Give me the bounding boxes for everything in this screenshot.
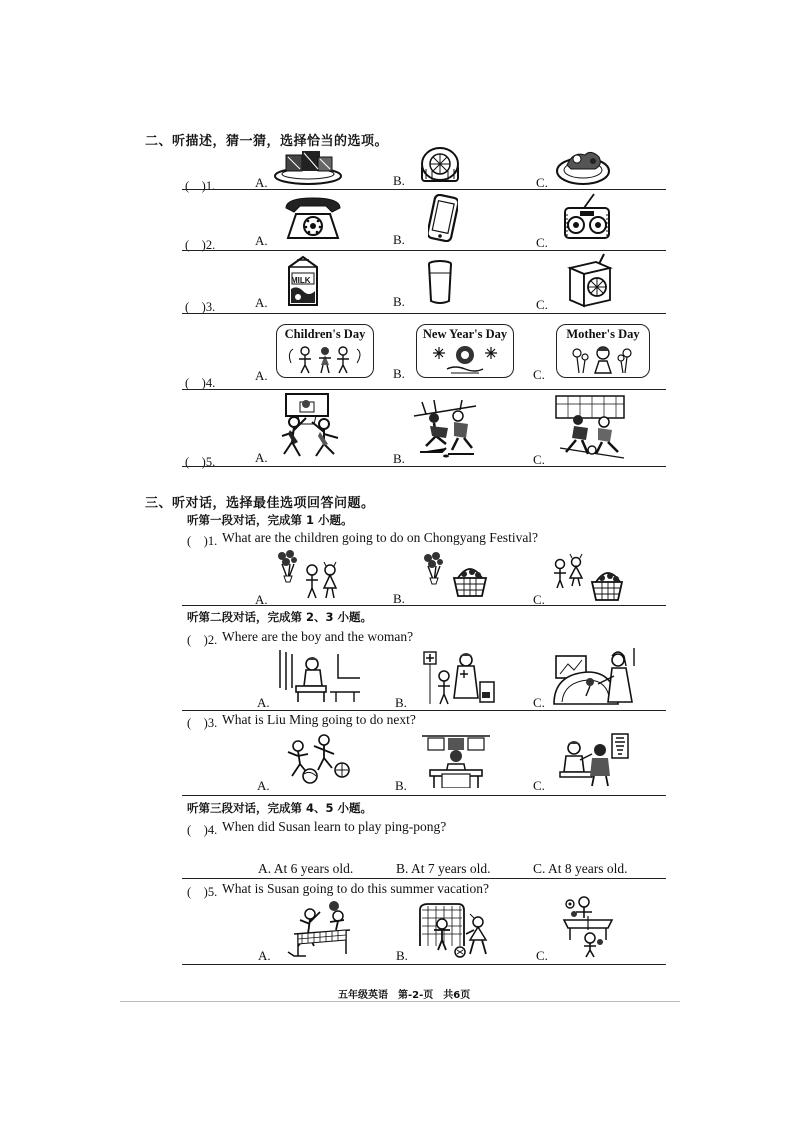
option-b-label: B. — [395, 695, 407, 710]
study-desk-icon[interactable] — [420, 734, 492, 788]
question-number: ( )4. — [187, 823, 218, 837]
ping-pong-icon[interactable] — [560, 894, 616, 958]
play-ball-icon[interactable] — [284, 732, 354, 786]
option-c-label: C. — [536, 235, 548, 250]
question-number: ( )2. — [185, 238, 216, 252]
mooncake-plate-icon[interactable] — [272, 143, 344, 185]
option-a-label: A. — [255, 233, 268, 248]
option-a-label: A. — [255, 175, 268, 190]
divider — [182, 795, 666, 796]
divider — [182, 466, 666, 467]
card-title: Children's Day — [284, 327, 366, 341]
children-icon — [285, 343, 365, 375]
option-a-label: A. — [255, 368, 268, 383]
option-c[interactable]: C. At 8 years old. — [533, 861, 628, 876]
option-b-label: B. — [393, 591, 405, 606]
part-3-instruction: 听第三段对话，完成第 4、5 小题。 — [187, 801, 373, 815]
option-b-label: B. — [395, 778, 407, 793]
childrens-day-card[interactable] — [276, 324, 374, 378]
mooncake-icon[interactable] — [418, 143, 462, 185]
question-number: ( )2. — [187, 633, 218, 647]
option-c-label: C. — [533, 452, 545, 467]
option-a-label: A. — [255, 592, 268, 607]
option-a-label: A. — [257, 778, 270, 793]
volleyball-icon[interactable] — [284, 900, 356, 958]
divider — [182, 878, 666, 879]
question-number: ( )4. — [185, 376, 216, 390]
option-a-label: A. — [258, 948, 271, 963]
option-a-label: A. — [255, 295, 268, 310]
question-number: ( )1. — [187, 534, 218, 548]
football-players-icon[interactable] — [554, 392, 628, 462]
telephone-icon[interactable] — [282, 194, 344, 242]
question-number: ( )3. — [187, 716, 218, 730]
option-c-label: C. — [533, 695, 545, 710]
option-b-label: B. — [393, 451, 405, 466]
question-text: What is Liu Ming going to do next? — [222, 712, 416, 727]
basketball-players-icon[interactable] — [276, 392, 346, 460]
mothers-day-card[interactable] — [556, 324, 650, 378]
section-3-title: 三、听对话，选择最佳选项回答问题。 — [145, 496, 375, 511]
flowers-children-icon[interactable] — [272, 550, 344, 600]
option-b-label: B. — [393, 173, 405, 188]
option-c-label: C. — [533, 592, 545, 607]
divider — [182, 189, 666, 190]
question-number: ( )1. — [185, 179, 216, 193]
divider — [182, 313, 666, 314]
children-basket-icon[interactable] — [550, 552, 624, 602]
option-b-label: B. — [393, 294, 405, 309]
classroom-icon[interactable] — [276, 648, 362, 704]
divider — [182, 389, 666, 390]
option-c-label: C. — [536, 297, 548, 312]
mother-flowers-icon — [565, 343, 641, 375]
shop-icon[interactable] — [548, 646, 644, 706]
fireworks-icon — [425, 343, 505, 375]
divider — [182, 250, 666, 251]
option-b-label: B. — [393, 366, 405, 381]
flowers-basket-icon[interactable] — [418, 550, 490, 600]
divider — [182, 964, 666, 965]
option-c-label: C. — [533, 367, 545, 382]
page-edge — [120, 1001, 680, 1002]
ice-hockey-players-icon[interactable] — [412, 398, 478, 460]
card-title: New Year's Day — [422, 327, 508, 341]
mobile-phone-icon[interactable] — [428, 194, 458, 242]
section-2-title: 二、听描述，猜一猜，选择恰当的选项。 — [145, 134, 389, 149]
question-text: When did Susan learn to play ping-pong? — [222, 819, 447, 834]
hospital-icon[interactable] — [418, 648, 498, 706]
question-text: Where are the boy and the woman? — [222, 629, 414, 644]
option-a[interactable]: A. At 6 years old. — [258, 861, 354, 876]
question-number: ( )5. — [185, 455, 216, 469]
new-years-day-card[interactable] — [416, 324, 514, 378]
milk-label: MILK — [291, 276, 311, 285]
option-c-label: C. — [536, 948, 548, 963]
radio-icon[interactable] — [562, 192, 612, 242]
eye-test-icon[interactable] — [556, 732, 634, 788]
option-b[interactable]: B. At 7 years old. — [396, 861, 491, 876]
question-text: What are the children going to do on Chongyang Festival? — [222, 530, 539, 545]
food-plate-icon[interactable] — [555, 143, 611, 187]
question-number: ( )3. — [185, 300, 216, 314]
question-number: ( )5. — [187, 885, 218, 899]
part-1-instruction: 听第一段对话，完成第 1 小题。 — [187, 513, 353, 527]
divider — [182, 605, 666, 606]
part-2-instruction: 听第二段对话，完成第 2、3 小题。 — [187, 610, 373, 624]
option-b-label: B. — [393, 232, 405, 247]
option-a-label: A. — [255, 450, 268, 465]
option-b-label: B. — [396, 948, 408, 963]
card-title: Mother's Day — [566, 327, 640, 341]
glass-icon[interactable] — [426, 259, 454, 305]
page-footer: 五年级英语 第-2-页 共6页 — [338, 990, 471, 1001]
juice-box-icon[interactable] — [566, 252, 614, 308]
option-c-label: C. — [536, 175, 548, 190]
divider — [182, 710, 666, 711]
question-text: What is Susan going to do this summer vacation? — [222, 881, 489, 896]
soccer-icon[interactable] — [414, 900, 498, 960]
option-a-label: A. — [257, 695, 270, 710]
option-c-label: C. — [533, 778, 545, 793]
